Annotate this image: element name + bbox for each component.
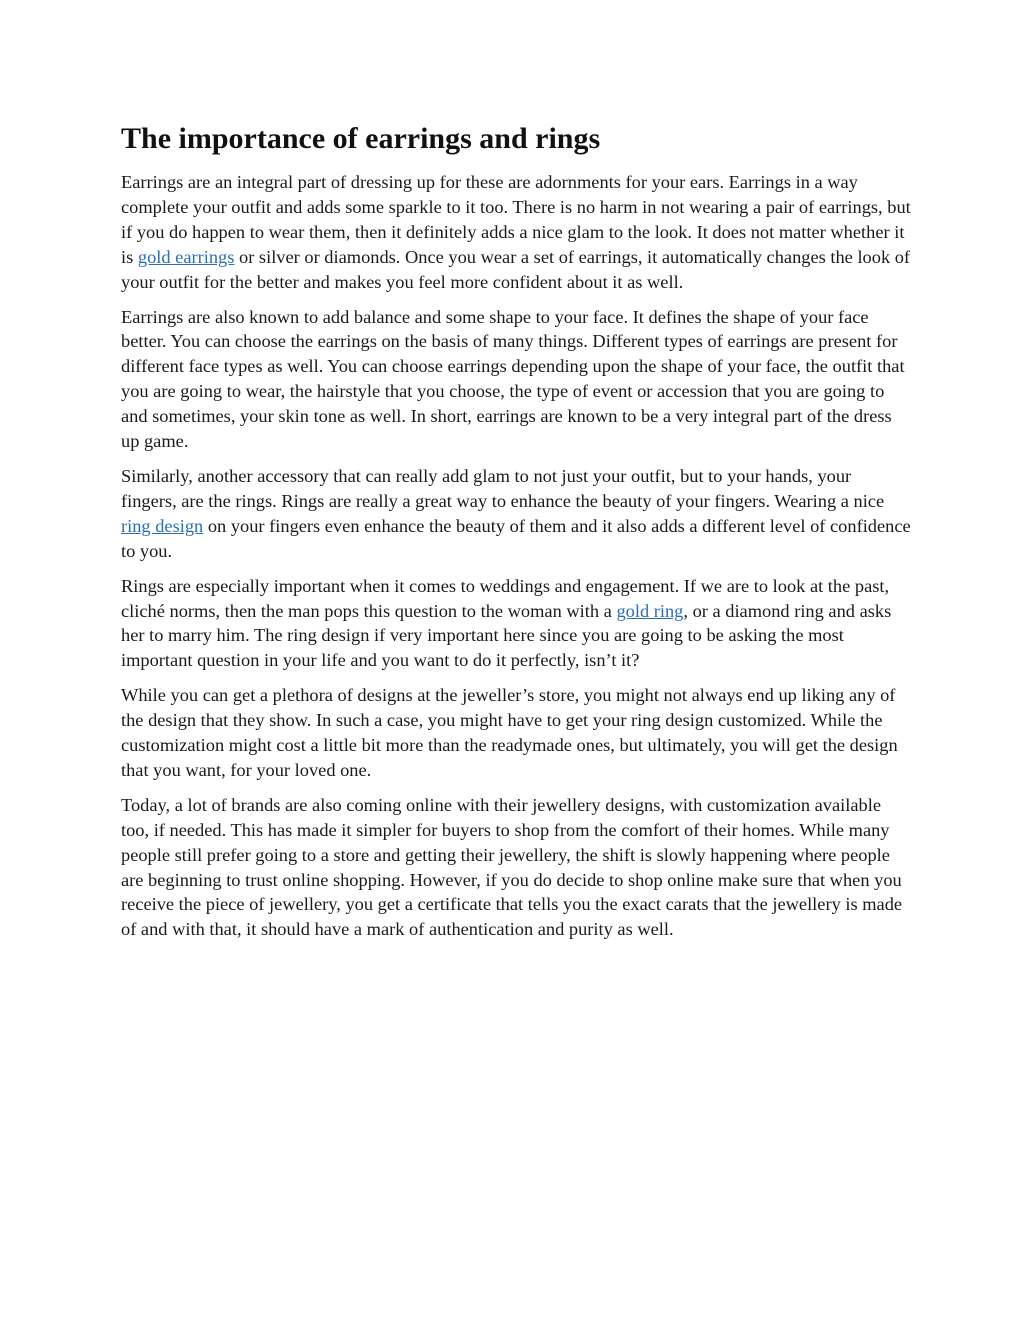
paragraph-online-shopping xyxy=(121,793,911,942)
link-gold-earrings[interactable]: gold earrings xyxy=(137,246,235,267)
paragraph-text: Earrings are an integral part of dressing up for these are adornments for your ears. Earrings in a way complete your outfit and adds some sparkle to it too. There is no harm in not wearing a pair of earrings, but if you do happen to wear them, then it definitely adds a nice glam to the look. It does not matter whether it is xyxy=(121,172,911,267)
paragraph-text: Earrings are also known to add balance and some shape to your face. It defines the shape of your face better. You can choose the earrings on the basis of many things. Different types of earrings are present for different face types as well. You can choose earrings depending upon the shape of your face, the outfit that you are going to wear, the hairstyle that you choose, the type of event or accession that you are going to and sometimes, your skin tone as well. In short, earrings are known to be a very integral part of the dress up game. xyxy=(121,306,905,452)
paragraph-text: Rings are especially important when it comes to weddings and engagement. If we are to look at the past, cliché norms, then the man pops this question to the woman with a xyxy=(121,575,890,621)
paragraph-text: Today, a lot of brands are also coming online with their jewellery designs, with customization available too, if needed. This has made it simpler for buyers to shop from the comfort of their homes. While many people still prefer going to a store and getting their jewellery, the shift is slowly happening where people are beginning to trust online shopping. However, if you do decide to shop online make sure that when you receive the piece of jewellery, you get a certificate that tells you the exact carats that the jewellery is made of and with that, it should have a mark of authentication and purity as well. xyxy=(121,794,903,940)
paragraph-text: or silver or diamonds. Once you wear a set of earrings, it automatically changes the look of your outfit for the better and makes you feel more confident about it as well. xyxy=(121,246,911,292)
paragraph-text: While you can get a plethora of designs at the jeweller’s store, you might not always end up liking any of the design that they show. In such a case, you might have to get your ring design customized. While the customization might cost a little bit more than the readymade ones, but ultimately, you will get the design that you want, for your loved one. xyxy=(121,685,898,780)
paragraph-earrings-intro xyxy=(121,170,911,295)
document-page xyxy=(121,120,911,952)
paragraph-rings-weddings xyxy=(121,574,911,674)
link-gold-ring[interactable]: gold ring xyxy=(616,600,684,621)
paragraph-text: , or a diamond ring and asks her to marry him. The ring design if very important here since you are going to be asking the most important question in your life and you want to do it perfectly, isn’t it? xyxy=(121,600,892,671)
document-title: The importance of earrings and rings xyxy=(121,122,601,155)
paragraph-earrings-shape xyxy=(121,305,911,454)
paragraph-text: Similarly, another accessory that can really add glam to not just your outfit, but to your hands, your fingers, are the rings. Rings are really a great way to enhance the beauty of your fingers. Wearing a nice xyxy=(121,465,885,511)
paragraph-customization xyxy=(121,683,911,783)
paragraph-text: on your fingers even enhance the beauty of them and it also adds a different level of confidence to you. xyxy=(121,515,911,561)
paragraph-rings-intro xyxy=(121,464,911,564)
link-ring-design[interactable]: ring design xyxy=(121,515,204,536)
